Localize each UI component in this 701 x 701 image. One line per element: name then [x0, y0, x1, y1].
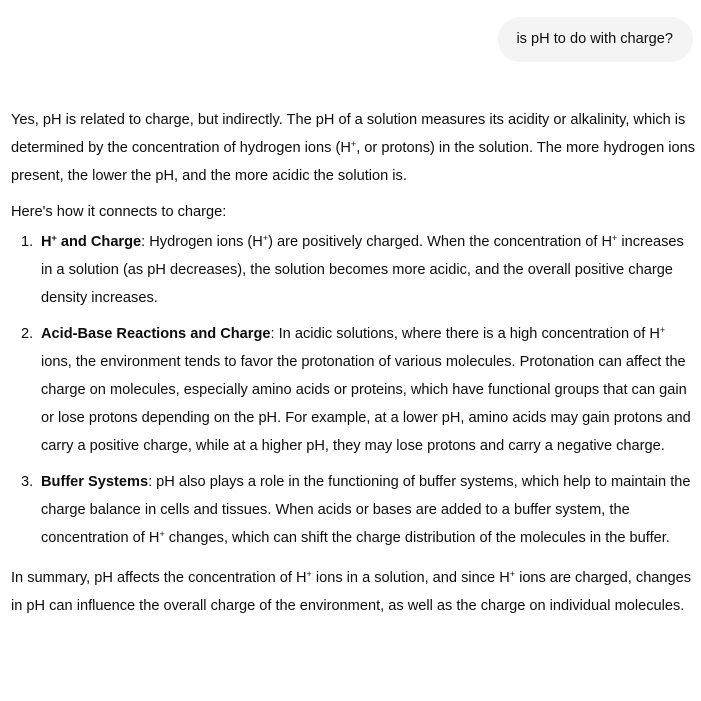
list-item: 3. Buffer Systems: pH also plays a role in the functioning of buffer systems, which help to maintain the charge balance in cells and tissues. When acids or bases are added to a buffer system, the concentration of H+ changes, which can shift the charge distribution of the molecules in the buffer. — [11, 468, 695, 552]
list-number: 3. — [21, 474, 34, 490]
list-item: 2. Acid-Base Reactions and Charge: In acidic solutions, where there is a high concentration of H+ ions, the environment tends to favor the protonation of various molecules. Protonation can affect the charge on molecules, especially amino acids or proteins, which have functional groups that can gain or lose protons depending on the pH. For example, at a lower pH, amino acids may gain protons and carry a positive charge, while at a higher pH, they may lose protons and carry a negative charge. — [11, 320, 695, 460]
lead-paragraph: Here's how it connects to charge: — [11, 204, 227, 220]
list-item: 1. H+ and Charge: Hydrogen ions (H+) are positively charged. When the concentration of H+ increases in a solution (as pH decreases), the solution becomes more acidic, and the overall positive charge density increases. — [11, 228, 695, 312]
user-message-row — [498, 17, 693, 62]
item-title: H+ and Charge — [41, 233, 142, 250]
item-title: Buffer Systems — [41, 474, 149, 490]
assistant-response — [11, 106, 695, 620]
list-number: 1. — [21, 234, 34, 250]
item-title: Acid-Base Reactions and Charge — [41, 326, 271, 342]
user-message-bubble: is pH to do with charge? — [498, 17, 693, 62]
summary-paragraph: In summary, pH affects the concentration of H+ ions in a solution, and since H+ ions are charged, changes in pH can influence the overall charge of the environment, as well as the charge on individual molecules. — [11, 569, 692, 614]
points-list — [11, 228, 695, 552]
intro-paragraph: Yes, pH is related to charge, but indirectly. The pH of a solution measures its acidity or alkalinity, which is determined by the concentration of hydrogen ions (H+, or protons) in the solution. The more hydrogen ions present, the lower the pH, and the more acidic the solution is. — [11, 112, 696, 184]
list-number: 2. — [21, 326, 34, 342]
